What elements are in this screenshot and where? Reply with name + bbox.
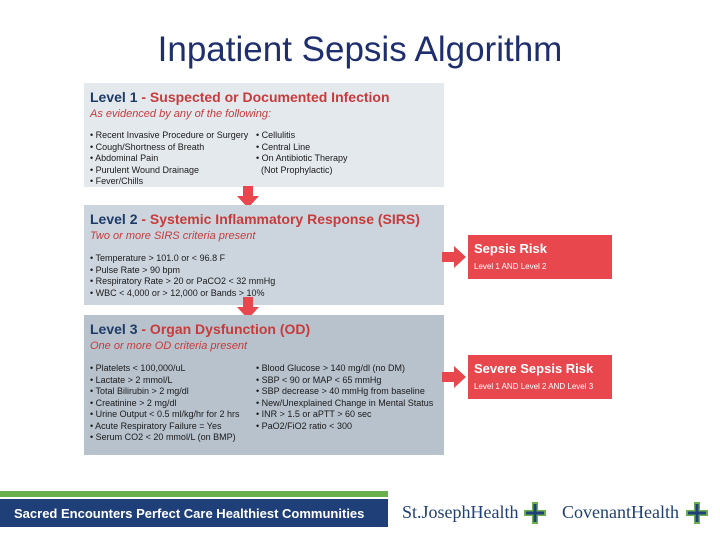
criteria-item: • INR > 1.5 or aPTT > 60 sec bbox=[256, 409, 433, 421]
criteria-item: • Blood Glucose > 140 mg/dl (no DM) bbox=[256, 363, 433, 375]
arrow-right-icon bbox=[442, 366, 466, 388]
sepsis-risk-detail: Level 1 AND Level 2 bbox=[474, 262, 547, 271]
severe-sepsis-risk-detail: Level 1 AND Level 2 AND Level 3 bbox=[474, 382, 594, 391]
criteria-item: • Serum CO2 < 20 mmol/L (on BMP) bbox=[90, 432, 239, 444]
severe-sepsis-risk-label: Severe Sepsis Risk bbox=[474, 361, 594, 376]
severe-sepsis-risk-box bbox=[468, 355, 612, 399]
level-1-subtitle: As evidenced by any of the following: bbox=[90, 108, 272, 120]
st-joseph-health-logo: St.JosephHealth bbox=[402, 502, 519, 522]
level-2-criteria bbox=[90, 253, 275, 299]
level-2-name: - Systemic Inflammatory Response (SIRS) bbox=[137, 211, 420, 227]
level-3-criteria-left bbox=[90, 363, 239, 444]
criteria-item: • Temperature > 101.0 or < 96.8 F bbox=[90, 253, 275, 265]
level-1-heading bbox=[90, 89, 390, 105]
footer-tagline: Sacred Encounters Perfect Care Healthiest Communities bbox=[14, 506, 365, 521]
criteria-item: • Creatinine > 2 mg/dl bbox=[90, 398, 239, 410]
criteria-item: • New/Unexplained Change in Mental Status bbox=[256, 398, 433, 410]
level-1-criteria-right bbox=[256, 130, 348, 176]
criteria-item: • Platelets < 100,000/uL bbox=[90, 363, 239, 375]
level-3-heading bbox=[90, 321, 310, 337]
criteria-item: • Urine Output < 0.5 ml/kg/hr for 2 hrs bbox=[90, 409, 239, 421]
criteria-item: • Recent Invasive Procedure or Surgery bbox=[90, 130, 248, 142]
criteria-item: • SBP < 90 or MAP < 65 mmHg bbox=[256, 375, 433, 387]
level-3-name: - Organ Dysfunction (OD) bbox=[137, 321, 311, 337]
criteria-item: • WBC < 4,000 or > 12,000 or Bands > 10% bbox=[90, 288, 275, 300]
criteria-item: • Purulent Wound Drainage bbox=[90, 165, 248, 177]
sepsis-risk-label: Sepsis Risk bbox=[474, 241, 547, 256]
criteria-item: • Central Line bbox=[256, 142, 348, 154]
criteria-item: • Abdominal Pain bbox=[90, 153, 248, 165]
criteria-item: • SBP decrease > 40 mmHg from baseline bbox=[256, 386, 433, 398]
covenant-cross-icon bbox=[686, 502, 708, 524]
level-1-criteria-left bbox=[90, 130, 248, 188]
level-3-subtitle: One or more OD criteria present bbox=[90, 340, 248, 352]
level-1-number: Level 1 bbox=[90, 89, 138, 105]
level-3-panel bbox=[84, 315, 444, 455]
level-2-panel bbox=[84, 205, 444, 305]
criteria-item: • Pulse Rate > 90 bpm bbox=[90, 265, 275, 277]
st-joseph-cross-icon bbox=[524, 502, 546, 524]
criteria-item: • Fever/Chills bbox=[90, 176, 248, 188]
criteria-item-continuation: (Not Prophylactic) bbox=[261, 164, 333, 175]
level-1-name: - Suspected or Documented Infection bbox=[137, 89, 390, 105]
arrow-right-icon bbox=[442, 246, 466, 268]
level-2-number: Level 2 bbox=[90, 211, 138, 227]
sepsis-algorithm-figure bbox=[84, 83, 612, 455]
covenant-health-logo: CovenantHealth bbox=[562, 502, 679, 522]
level-3-number: Level 3 bbox=[90, 321, 138, 337]
level-2-subtitle: Two or more SIRS criteria present bbox=[90, 230, 256, 242]
page-title: Inpatient Sepsis Algorithm bbox=[157, 30, 563, 69]
level-3-criteria-right bbox=[256, 363, 433, 432]
criteria-item: • Cough/Shortness of Breath bbox=[90, 142, 248, 154]
criteria-item: • Acute Respiratory Failure = Yes bbox=[90, 421, 239, 433]
criteria-item: • Cellulitis bbox=[256, 130, 348, 142]
criteria-item: • On Antibiotic Therapy bbox=[256, 153, 348, 165]
footer-green-stripe bbox=[0, 491, 388, 497]
criteria-item: • Lactate > 2 mmol/L bbox=[90, 375, 239, 387]
sepsis-risk-box bbox=[468, 235, 612, 279]
criteria-item: • Respiratory Rate > 20 or PaCO2 < 32 mmHg bbox=[90, 276, 275, 288]
level-1-panel bbox=[84, 83, 444, 187]
criteria-item: • Total Bilirubin > 2 mg/dl bbox=[90, 386, 239, 398]
criteria-item: • PaO2/FiO2 ratio < 300 bbox=[256, 421, 433, 433]
level-2-heading bbox=[90, 211, 420, 227]
